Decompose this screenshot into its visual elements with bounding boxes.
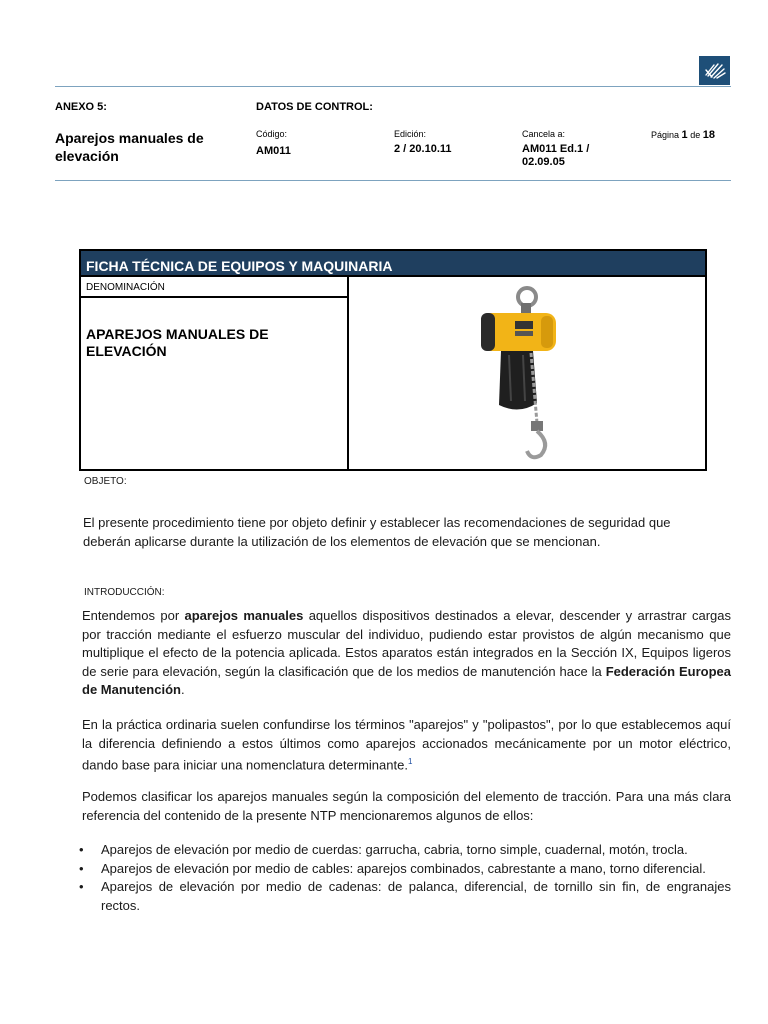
intro-p1-bold-1: aparejos manuales [184, 608, 304, 623]
intro-p1-bold-2: Federación Europea de Manutención [82, 663, 731, 697]
bullet-icon: • [79, 860, 84, 876]
intro-paragraph-1 [82, 607, 731, 700]
list-item [79, 860, 731, 879]
denominacion-label: DENOMINACIÓN [86, 282, 165, 293]
list-item-text: Aparejos de elevación por medio de cables: aparejos combinados, cabrestante a mano, torno diferencial. [101, 860, 706, 876]
intro-p2-text: En la práctica ordinaria suelen confundirse los términos "aparejos" y "polipastos", por lo que establecemos aquí la diferencia definiendo a estos últimos como aparejos accionados mecánicamente por un motor eléctrico, dando base para iniciar una nomenclatura determinante. [82, 717, 731, 773]
intro-p1-text-b: aquellos dispositivos destinados a elevar, descender y arrastrar cargas por tracción mediante el esfuerzo muscular del individuo, pudiendo estar provistos de algún mecanismo que multiplique el efecto de la potencia aplicada. Estos aparatos están integrados en la Sección IX, Equipos ligeros de serie para elevación, según la clasificación que de los medios de manutención hace la [82, 608, 731, 679]
intro-paragraph-2 [82, 716, 731, 775]
page-indicator [651, 129, 715, 141]
objeto-label: OBJETO: [84, 476, 127, 487]
traction-types-list [79, 841, 731, 915]
denominacion-title-line2: ELEVACIÓN [86, 343, 167, 359]
footnote-link[interactable]: 1 [407, 757, 413, 766]
codigo-value: AM011 [256, 145, 291, 157]
page-current: 1 [681, 129, 688, 141]
page-prefix: Página [651, 130, 680, 140]
company-logo-icon [699, 56, 730, 85]
annex-label: ANEXO 5: [55, 101, 107, 113]
cancela-label: Cancela a: [522, 129, 566, 139]
bullet-icon: • [79, 842, 84, 857]
codigo-label: Código: [256, 129, 288, 139]
technical-sheet-title: FICHA TÉCNICA DE EQUIPOS Y MAQUINARIA [86, 258, 393, 274]
denominacion-divider [81, 296, 347, 298]
edicion-value: 2 / 20.10.11 [394, 143, 452, 155]
technical-sheet-header [81, 251, 705, 277]
list-item [79, 841, 731, 860]
bullet-icon: • [79, 879, 84, 894]
chain-hoist-image [471, 283, 571, 463]
intro-paragraph-3: Podemos clasificar los aparejos manuales según la composición del elemento de tracción. Para una más clara referencia del contenido de la presente NTP mencionaremos algunos de ellos: [82, 789, 731, 823]
denominacion-title [86, 326, 336, 360]
list-item-text: Aparejos de elevación por medio de cadenas: de palanca, diferencial, de tornillo sin fin, de engranajes rectos. [101, 879, 731, 913]
introduccion-label: INTRODUCCIÓN: [84, 587, 165, 598]
control-data-label: DATOS DE CONTROL: [256, 101, 373, 113]
header-top-rule [55, 86, 731, 87]
page-total: 18 [702, 129, 715, 141]
objeto-text: El presente procedimiento tiene por objeto definir y establecer las recomendaciones de seguridad que deberán aplicarse durante la utilización de los elementos de elevación que se mencionan. [83, 515, 671, 549]
list-item [79, 878, 731, 915]
intro-p1-text-c: . [180, 682, 185, 697]
page-sep: de [690, 130, 701, 140]
technical-sheet-box [79, 249, 707, 471]
denominacion-title-line1: APAREJOS MANUALES DE [86, 326, 269, 342]
edicion-label: Edición: [394, 129, 427, 139]
intro-p1-text-a: Entendemos por [82, 608, 185, 623]
cancela-value-line1: AM011 Ed.1 / [522, 143, 590, 155]
header-bottom-rule [55, 180, 731, 181]
annex-title: Aparejos manuales de elevación [55, 130, 204, 164]
list-item-text: Aparejos de elevación por medio de cuerdas: garrucha, cabria, torno simple, cuadernal, motón, trocla. [101, 842, 688, 857]
cancela-value-line2: 02.09.05 [522, 156, 565, 168]
technical-sheet-column-divider [347, 277, 349, 469]
